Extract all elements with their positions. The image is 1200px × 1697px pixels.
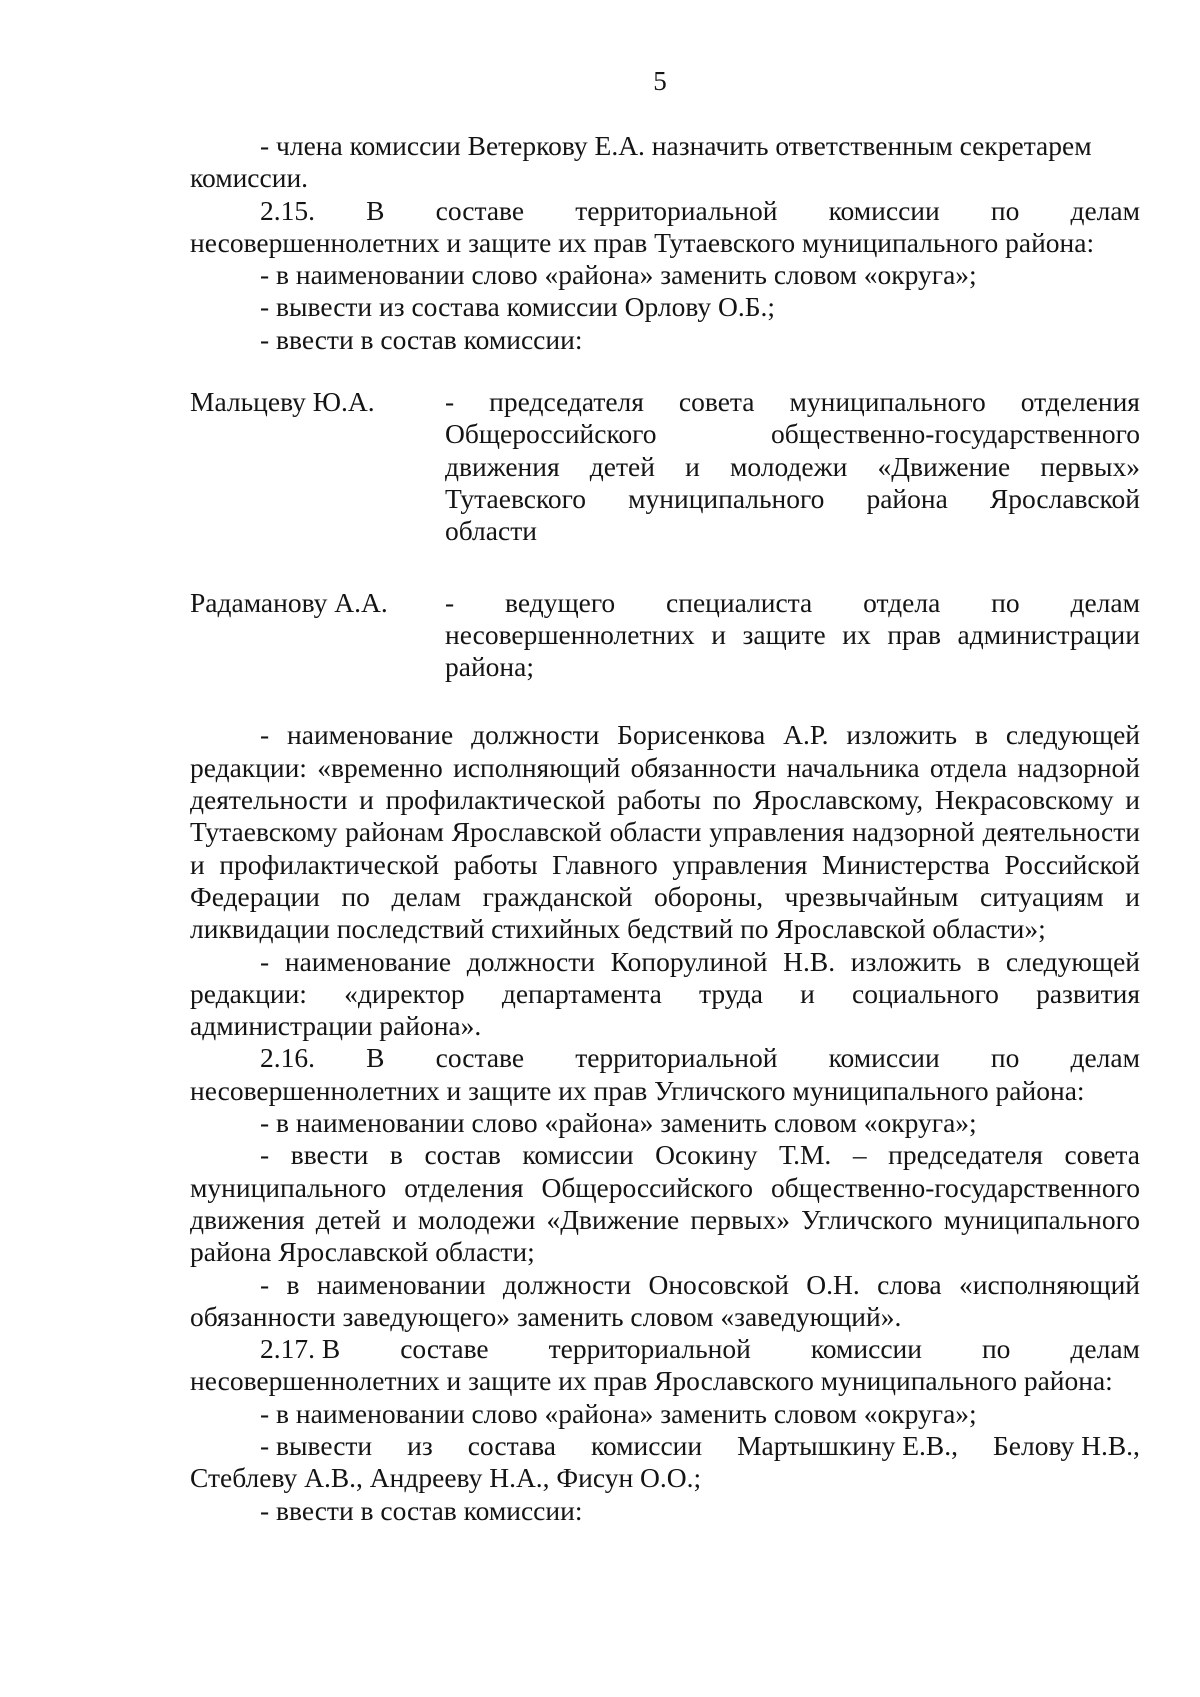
section-2-17-item: - ввести в состав комиссии:	[260, 1494, 583, 1526]
desc-word: отдела	[863, 586, 941, 618]
page-number: 5	[653, 66, 667, 96]
desc-word: Общероссийского	[445, 418, 657, 450]
person-entry-maltseva	[190, 386, 1140, 547]
desc-word: «Движение	[877, 450, 1011, 482]
remove-word: Белову Н.В.,	[992, 1429, 1140, 1461]
desc-word: -	[445, 386, 455, 418]
section-2-17-item: - в наименовании слово «района» заменить словом «округа»;	[260, 1397, 977, 1429]
section-2-16-word: 2.16.	[260, 1042, 315, 1074]
person-name: Мальцеву Ю.А.	[190, 386, 375, 418]
desc-word: их	[842, 618, 871, 650]
section-2-16-word: В	[366, 1042, 385, 1074]
desc-word: председателя	[489, 386, 644, 418]
section-2-15-word: составе	[435, 194, 525, 226]
section-2-16-heading	[190, 1042, 1140, 1074]
desc-word: и	[711, 618, 726, 650]
desc-word: района;	[445, 651, 534, 683]
remove-word: Мартышкину Е.В.,	[737, 1429, 958, 1461]
desc-word: администрации	[957, 618, 1140, 650]
desc-word: района	[866, 482, 948, 514]
section-2-16-item: - в наименовании слово «района» заменить словом «округа»;	[260, 1107, 977, 1139]
desc-word: защите	[742, 618, 826, 650]
desc-word: отделения	[1020, 386, 1140, 418]
remove-word: - вывести	[260, 1429, 373, 1461]
desc-word: муниципального	[789, 386, 986, 418]
desc-word: первых»	[1040, 450, 1140, 482]
desc-word: молодежи	[729, 450, 848, 482]
remove-word: состава	[467, 1429, 556, 1461]
section-2-15-word: В	[366, 194, 385, 226]
person-description	[445, 386, 1140, 547]
section-2-15-word: комиссии	[828, 194, 940, 226]
remove-word: из	[407, 1429, 433, 1461]
desc-word: движения	[445, 450, 560, 482]
desc-word: Тутаевского	[445, 482, 587, 514]
section-2-16-word: по	[990, 1042, 1020, 1074]
section-2-16-word: делам	[1070, 1042, 1140, 1074]
section-2-17-word: 2.17. В	[260, 1333, 341, 1365]
person-name: Радаманову А.А.	[190, 586, 388, 618]
section-2-17-word: по	[981, 1333, 1011, 1365]
paragraph-secretary: - члена комиссии Ветеркову Е.А. назначить ответственным секретарем	[260, 130, 1092, 161]
desc-word: несовершеннолетних	[445, 618, 695, 650]
section-2-17-subject: несовершеннолетних и защите их прав Ярославского муниципального района:	[190, 1365, 1113, 1397]
section-2-15-item: - ввести в состав комиссии:	[260, 323, 583, 355]
desc-word: ведущего	[505, 586, 616, 618]
desc-word: -	[445, 586, 455, 618]
desc-word: совета	[678, 386, 755, 418]
section-2-17-word: делам	[1070, 1333, 1140, 1365]
section-2-17-item-remove	[190, 1430, 1140, 1462]
section-2-17-item-remove-end: Стеблеву А.В., Андрееву Н.А., Фисун О.О.;	[190, 1462, 702, 1494]
desc-word: по	[991, 586, 1020, 618]
paragraph-koporulina: - наименование должности Копорулиной Н.В. изложить в следующей редакции: «директор департамента труда и социального развития администрации района».	[190, 945, 1140, 1042]
section-2-17-heading	[190, 1333, 1140, 1365]
section-2-16-word: комиссии	[828, 1042, 940, 1074]
section-2-15-word: 2.15.	[260, 194, 315, 226]
desc-word: муниципального	[628, 482, 825, 514]
paragraph-borisenkov: - наименование должности Борисенкова А.Р. изложить в следующей редакции: «временно исполняющий обязанности начальника отдела надзорной деятельности и профилактической работы по Ярославскому, Некрасовскому и Тутаевскому районам Ярославской области управления надзорной деятельности и профилактической работы Главного управления Министерства Российской Федерации по делам гражданской обороны, чрезвычайным ситуациям и ликвидации последствий стихийных бедствий по Ярославской области»;	[190, 719, 1140, 945]
desc-word: общественно-государственного	[770, 418, 1140, 450]
desc-word: области	[445, 515, 537, 547]
paragraph-secretary-end: комиссии.	[190, 162, 309, 194]
desc-word: Ярославской	[989, 482, 1140, 514]
section-2-15-subject: несовершеннолетних и защите их прав Тутаевского муниципального района:	[190, 226, 1095, 258]
person-entry-radamanova	[190, 587, 1140, 684]
section-2-17-word: комиссии	[810, 1333, 922, 1365]
section-2-15-item: - в наименовании слово «района» заменить словом «округа»;	[260, 259, 977, 291]
section-2-16-subject: несовершеннолетних и защите их прав Угличского муниципального района:	[190, 1074, 1085, 1106]
section-2-16-word: территориальной	[575, 1042, 778, 1074]
section-2-16-item: - в наименовании должности Оносовской О.Н. слова «исполняющий обязанности заведующего» заменить словом «заведующий».	[190, 1268, 1140, 1332]
desc-word: специалиста	[666, 586, 813, 618]
section-2-15-word: по	[990, 194, 1020, 226]
section-2-16-word: составе	[435, 1042, 525, 1074]
section-2-16-item: - ввести в состав комиссии Осокину Т.М. – председателя совета муниципального отделения Общероссийского общественно-государственного движения детей и молодежи «Движение первых» Угличского муниципального района Ярославской области;	[190, 1139, 1140, 1268]
section-2-17-word: территориальной	[548, 1333, 751, 1365]
section-2-17-word: составе	[400, 1333, 489, 1365]
section-2-15-item: - вывести из состава комиссии Орлову О.Б.;	[260, 291, 776, 323]
document-body	[190, 130, 1140, 1527]
section-2-15-word: делам	[1070, 194, 1140, 226]
section-2-15-heading	[190, 195, 1140, 227]
section-2-15-word: территориальной	[575, 194, 778, 226]
remove-word: комиссии	[590, 1429, 703, 1461]
desc-word: прав	[887, 618, 941, 650]
desc-word: детей	[589, 450, 655, 482]
desc-word: и	[685, 450, 700, 482]
person-description	[445, 587, 1140, 684]
desc-word: делам	[1070, 586, 1140, 618]
